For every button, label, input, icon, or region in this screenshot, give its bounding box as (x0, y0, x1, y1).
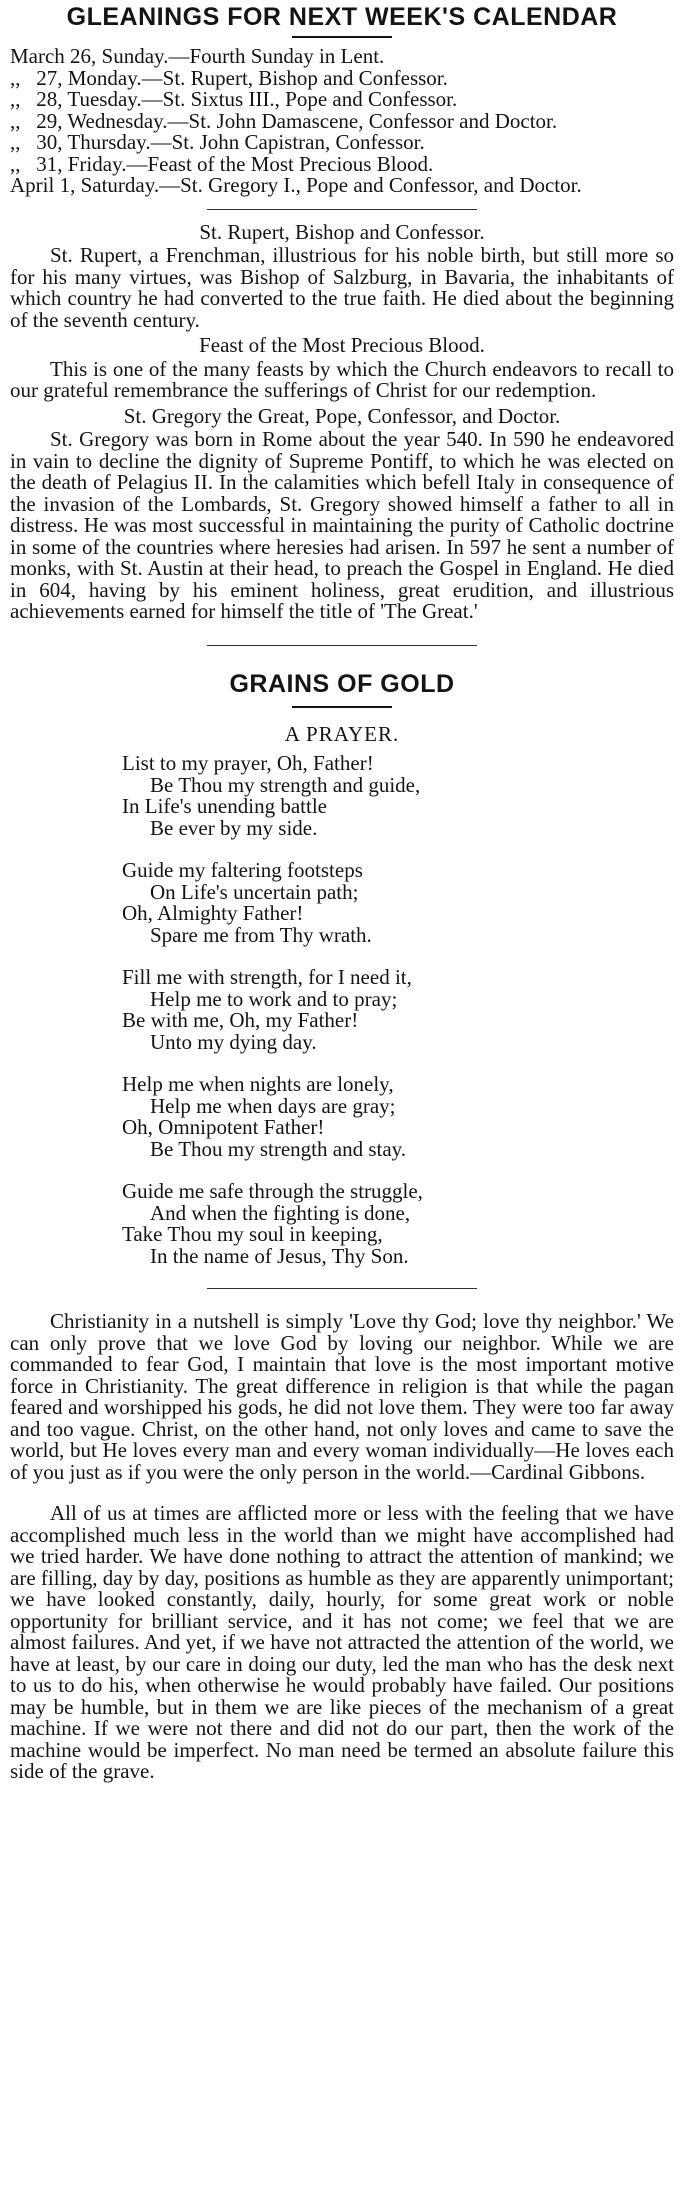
poem-stanza (122, 753, 674, 839)
calendar-entry (10, 151, 674, 176)
saint-section (10, 403, 674, 623)
poem-stanza (122, 860, 674, 946)
calendar-description: —St. Sixtus III., Pope and Confessor. (141, 87, 458, 111)
poem-line: Take Thou my soul in keeping, (122, 1222, 383, 1246)
calendar-list (10, 46, 674, 197)
section-title: St. Gregory the Great, Pope, Confessor, and Doctor. (123, 403, 561, 428)
saint-section (10, 335, 674, 402)
poem-line: Help me when days are gray; (150, 1093, 396, 1118)
calendar-date: ,, 27, Monday. (10, 65, 142, 90)
calendar-entry (10, 175, 674, 197)
poem-line: Oh, Almighty Father! (122, 901, 304, 925)
poem-line: Guide me safe through the struggle, (122, 1179, 423, 1203)
section-body: St. Gregory was born in Rome about the year 540. In 590 he endeavored in vain to decline the dignity of Supreme Pontiff, to which he was elected on the death of Pelagius II. In the calamities which befell Italy in consequence of the invasion of the Lombards, St. Gregory showed himself a father to all in distress. He was most successful in maintaining the purity of Catholic doctrine in some of the countries where heresies had arisen. In 597 he sent a number of monks, with St. Austin at their head, to preach the Gospel in England. He died in 604, having by his eminent holiness, great erudition, and illustrious achievements earned for himself the title of 'The Great.' (10, 427, 674, 623)
calendar-date: ,, 28, Tuesday. (10, 87, 142, 111)
calendar-description: —Feast of the Most Precious Blood. (126, 151, 434, 176)
poem-stanza (122, 1074, 674, 1160)
calendar-entry (10, 108, 674, 133)
poem-line: Guide my faltering footsteps (122, 858, 363, 882)
calendar-entry (10, 132, 674, 154)
poem-line: On Life's uncertain path; (150, 879, 359, 904)
calendar-description: —St. John Capistran, Confessor. (150, 130, 425, 154)
section-divider (207, 645, 477, 646)
heading-rule (292, 36, 392, 38)
poem-line: Spare me from Thy wrath. (150, 922, 372, 947)
calendar-date: ,, 30, Thursday. (10, 130, 151, 154)
poem-line: Be with me, Oh, my Father! (122, 1008, 359, 1032)
calendar-description: —St. Rupert, Bishop and Confessor. (141, 65, 448, 90)
heading-rule (292, 706, 392, 708)
prose-paragraph: Christianity in a nutshell is simply 'Love thy God; love thy neighbor.' We can only prove that we love God by loving our neighbor. While we are commanded to fear God, I maintain that love is the most important motive force in Christianity. The great difference in religion is that while the pagan feared and worshipped his gods, he did not love them. They were too far away and too vague. Christ, on the other hand, not only loves and came to save the world, but He loves every man and every woman individually—He loves each of you just as if you were the only person in the world.—Cardinal Gibbons. (10, 1309, 674, 1484)
saint-section (10, 219, 674, 332)
calendar-entry (10, 65, 674, 90)
grains-heading: GRAINS OF GOLD (229, 669, 455, 698)
poem-line: In the name of Jesus, Thy Son. (150, 1243, 409, 1268)
section-body: St. Rupert, a Frenchman, illustrious for his noble birth, but still more so for his many virtues, was Bishop of Salzburg, in Bavaria, the inhabitants of which country he had converted to the true faith. He died about the beginning of the seventh century. (10, 243, 674, 332)
poem-line: Unto my dying day. (150, 1029, 317, 1054)
prose-section (10, 1311, 674, 1783)
poem-line: List to my prayer, Oh, Father! (122, 751, 374, 775)
poem-line: Be Thou my strength and stay. (150, 1136, 407, 1161)
poem-line: Oh, Omnipotent Father! (122, 1115, 325, 1139)
poem (10, 753, 674, 1267)
section-title: Feast of the Most Precious Blood. (199, 333, 485, 357)
calendar-description: —St. Gregory I., Pope and Confessor, and Doctor. (159, 173, 582, 197)
poem-title: A PRAYER. (284, 721, 400, 746)
calendar-date: March 26, Sunday. (10, 44, 169, 68)
calendar-date: ,, 31, Friday. (10, 151, 127, 176)
calendar-description: —Fourth Sunday in Lent. (168, 44, 385, 68)
poem-line: And when the fighting is done, (150, 1200, 411, 1225)
section-divider (207, 209, 477, 210)
poem-line: Be ever by my side. (150, 815, 318, 840)
prose-paragraph: All of us at times are afflicted more or less with the feeling that we have accomplished much less in the world than we might have accomplished had we tried harder. We have done nothing to attract the attention of mankind; we are filling, day by day, positions as humble as they are apparently unimportant; we have looked constantly, daily, hourly, for some great work or noble opportunity for brilliant service, and it has not come; we feel that we are almost failures. And yet, if we have not attracted the attention of the world, we have at least, by our care in doing our duty, led the man who has the desk next to us to do his, when otherwise he would probably have failed. Our positions may be humble, but in them we are like pieces of the mechanism of a great machine. If we were not there and did not do our part, then the work of the machine would be imperfect. No man need be termed an absolute failure this side of the grave. (10, 1501, 674, 1783)
poem-line: Fill me with strength, for I need it, (122, 965, 412, 989)
poem-line: In Life's unending battle (122, 794, 327, 818)
poem-stanza (122, 967, 674, 1053)
section-body: This is one of the many feasts by which the Church endeavors to recall to our grateful remembrance the sufferings of Christ for our redemption. (10, 356, 674, 402)
poem-line: Be Thou my strength and guide, (150, 772, 421, 797)
calendar-date: April 1, Saturday. (10, 173, 160, 197)
calendar-heading: GLEANINGS FOR NEXT WEEK'S CALENDAR (66, 3, 618, 31)
poem-line: Help me to work and to pray; (150, 986, 398, 1011)
calendar-description: —St. John Damascene, Confessor and Doctor. (167, 108, 558, 133)
calendar-entry (10, 46, 674, 68)
section-divider (207, 1288, 477, 1289)
section-title: St. Rupert, Bishop and Confessor. (199, 219, 485, 244)
poem-line: Help me when nights are lonely, (122, 1072, 394, 1096)
calendar-date: ,, 29, Wednesday. (10, 108, 168, 133)
poem-stanza (122, 1181, 674, 1267)
calendar-entry (10, 89, 674, 111)
